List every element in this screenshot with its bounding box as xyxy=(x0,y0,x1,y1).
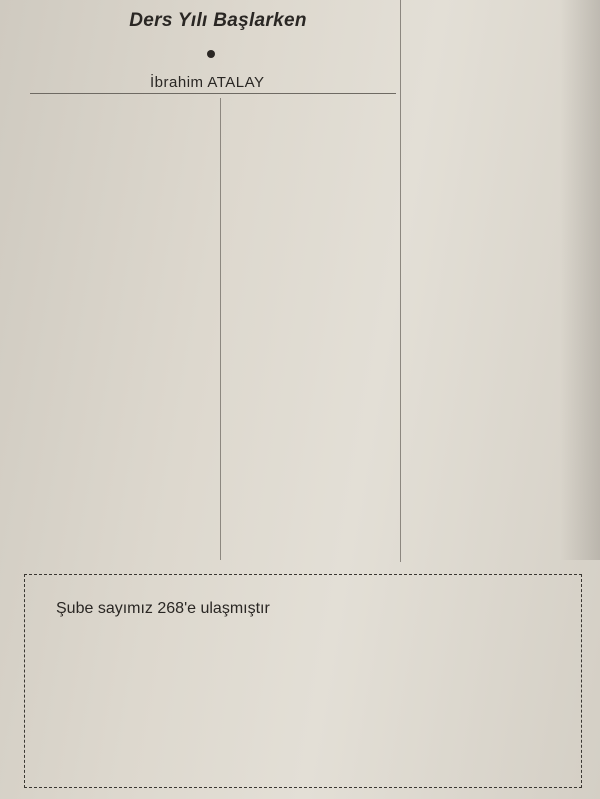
author-rule xyxy=(30,93,396,94)
news-box-column-4 xyxy=(432,582,566,780)
column-separator xyxy=(400,0,401,562)
news-box-column-2 xyxy=(152,640,264,780)
news-box-column-1 xyxy=(34,640,144,780)
column-separator xyxy=(220,98,221,560)
article-author: İbrahim ATALAY xyxy=(150,74,265,91)
article-title: Ders Yılı Başlarken xyxy=(129,10,307,31)
article-column-3 xyxy=(404,0,574,562)
article-column-2 xyxy=(224,98,396,560)
news-box-column-3 xyxy=(290,582,422,780)
article-column-1 xyxy=(30,98,216,560)
bullet-ornament xyxy=(207,50,215,58)
news-box-title: Şube sayımız 268'e ulaşmıştır xyxy=(56,600,270,617)
